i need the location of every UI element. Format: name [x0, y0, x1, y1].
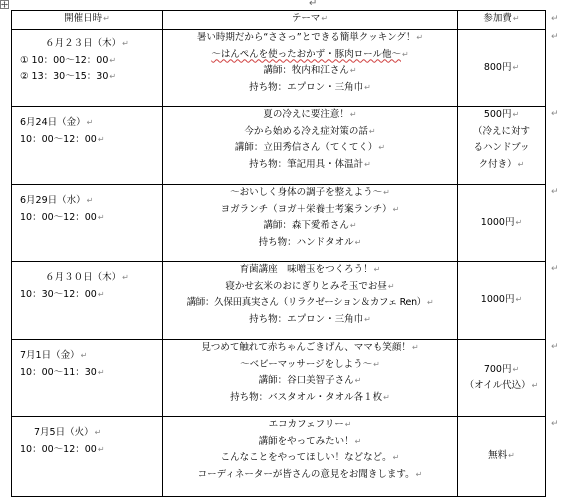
table-move-handle-icon[interactable]: [0, 0, 9, 9]
fee-cell: 1000円↵: [458, 185, 546, 262]
paragraph-mark: ↵: [309, 0, 318, 9]
row-end-mark: ↵: [551, 342, 559, 352]
theme-cell: エコカフェフリー↵ 講師をやってみたい！↵ こんなことをやってほしい！などなど。↵ コーディネーターが皆さんの意見をお聞きします。↵: [163, 417, 458, 497]
table-row: [12, 30, 546, 107]
fee-cell: 700円↵ （オイル代込）↵: [458, 340, 546, 417]
row-end-mark: ↵: [551, 419, 559, 429]
date-cell: ６月３０日（木）↵ 10：30～12：00↵: [12, 262, 163, 340]
theme-cell: 見つめて触れて赤ちゃんごきげん、ママも笑顔！↵ ～ベビーマッサージをしよう～↵ 講師：谷口美智子さん↵ 持ち物：バスタオル・タオル各１枚↵: [163, 340, 458, 417]
theme-cell: 夏の冷えに要注意！↵ 今から始める冷え症対策の話↵ 講師：立田秀信さん（てくてく）↵ 持ち物：筆記用具・体温計↵: [163, 107, 458, 185]
table-row: [12, 185, 546, 262]
fee-cell: 1000円↵: [458, 262, 546, 340]
table-row: [12, 340, 546, 417]
theme-cell: 育菌講座 味噌玉をつくろう！↵ 寝かせ玄米のおにぎりとみそ玉でお昼↵ 講師：久保田真実さん（リラクゼーション＆カフェ Ren）↵ 持ち物：エプロン・三角巾↵: [163, 262, 458, 340]
fee-cell: 無料↵: [458, 417, 546, 497]
date-cell: 6月29日（水）↵ 10：00～12：00↵: [12, 185, 163, 262]
header-date: 開催日時↵: [12, 11, 163, 30]
date-cell: 7月5日（火）↵ 10：00～12：00↵: [12, 417, 163, 497]
fee-cell: 800円↵: [458, 30, 546, 107]
row-end-mark: ↵: [551, 187, 559, 197]
table-row: [12, 107, 546, 185]
row-end-mark: ↵: [551, 109, 559, 119]
row-end-mark: ↵: [551, 32, 559, 42]
table-row: [12, 262, 546, 340]
date-cell: 6月24日（金）↵ 10：00～12：00↵: [12, 107, 163, 185]
header-theme: テーマ↵: [163, 11, 458, 30]
theme-cell: 暑い時期だから“ささっ”とできる簡単クッキング！↵ ～はんぺんを使ったおかず・豚肉ロール他～↵ 講師：牧内和江さん↵ 持ち物：エプロン・三角巾↵: [163, 30, 458, 107]
row-end-mark: ↵: [551, 14, 559, 24]
header-fee: 参加費↵: [458, 11, 546, 30]
schedule-table: [11, 10, 546, 497]
table-row: [12, 417, 546, 497]
header-row: [12, 11, 546, 30]
fee-cell: 500円↵ （冷えに対す るハンドブッ ク付き）↵: [458, 107, 546, 185]
row-end-mark: ↵: [551, 264, 559, 274]
date-cell: 7月1日（金）↵ 10：00～11：30↵: [12, 340, 163, 417]
date-cell: ６月２３日（木）↵ ① 10：00～12：00↵ ② 13：30～15：30↵: [12, 30, 163, 107]
theme-cell: ～おいしく身体の調子を整えよう～↵ ヨガランチ（ヨガ＋栄養士考案ランチ）↵ 講師：森下愛希さん↵ 持ち物：ハンドタオル↵: [163, 185, 458, 262]
